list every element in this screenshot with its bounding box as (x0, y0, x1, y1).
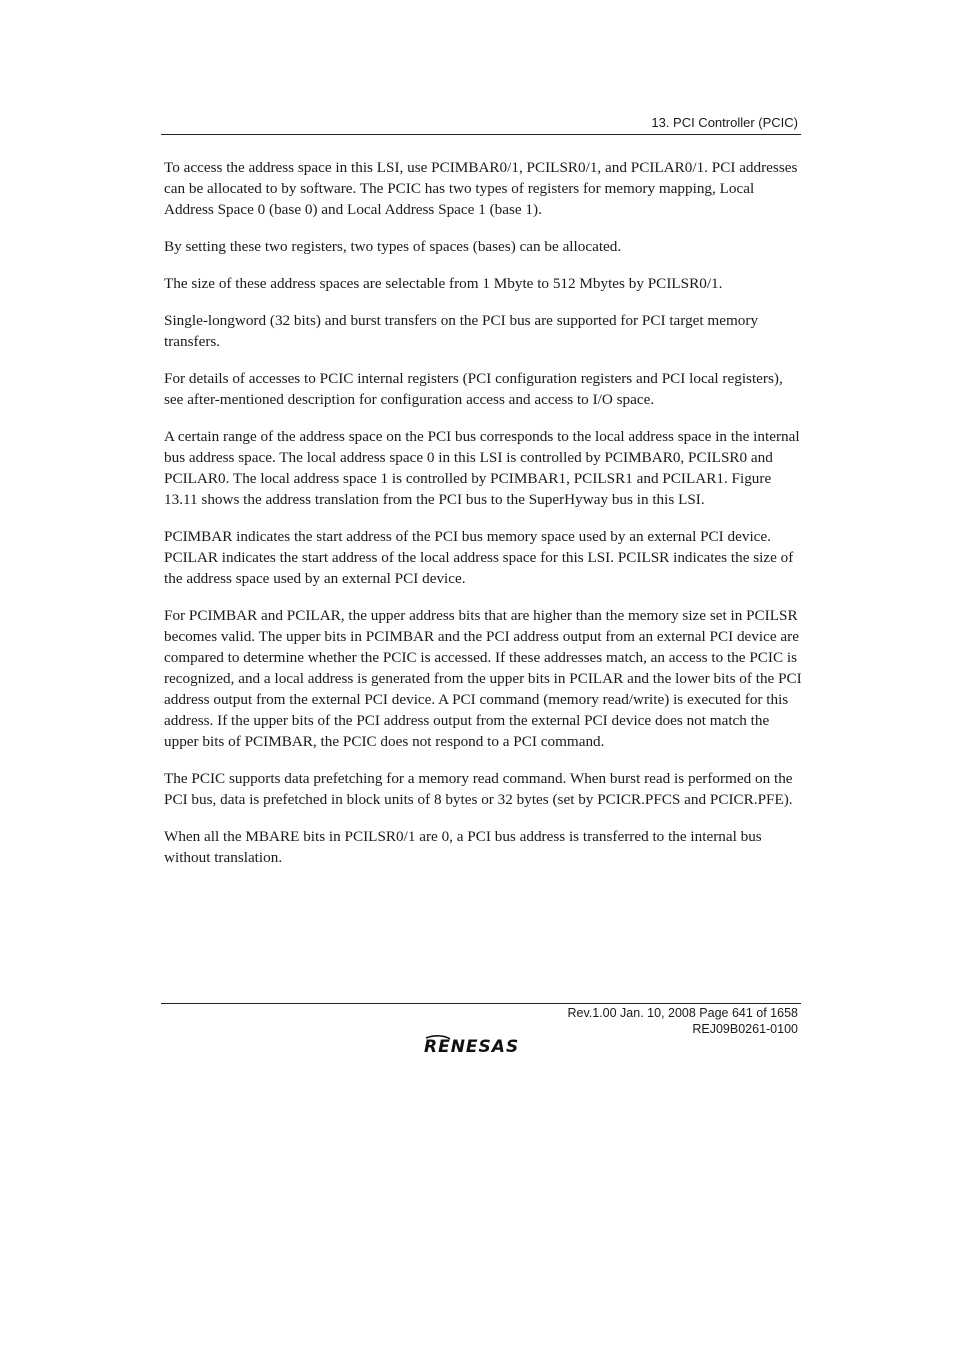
paragraph: A certain range of the address space on the PCI bus corresponds to the local address space in the internal bus address space. The local address space 0 in this LSI is controlled by PCIMBAR0, PCILSR0 and PCILAR0. The local address space 1 is controlled by PCIMBAR1, PCILSR1 and PCILAR1. Figure 13.11 shows the address translation from the PCI bus to the SuperHyway bus in this LSI. (164, 428, 800, 508)
header-divider (161, 134, 801, 135)
paragraph: The PCIC supports data prefetching for a memory read command. When burst read is performed on the PCI bus, data is prefetched in block units of 8 bytes or 32 bytes (set by PCICR.PFCS and PCICR.PFE). (164, 770, 793, 808)
paragraph: When all the MBARE bits in PCILSR0/1 are 0, a PCI bus address is transferred to the internal bus without translation. (164, 828, 762, 866)
paragraph: Single-longword (32 bits) and burst transfers on the PCI bus are supported for PCI target memory transfers. (164, 312, 759, 350)
paragraph: PCIMBAR indicates the start address of the PCI bus memory space used by an external PCI device. PCILAR indicates the start address of the local address space for this LSI. PCILSR indicates the size of the address space used by an external PCI device. (164, 528, 794, 587)
paragraph: The size of these address spaces are selectable from 1 Mbyte to 512 Mbytes by PCILSR0/1. (164, 275, 723, 292)
footer-info (567, 1005, 798, 1037)
logo-text: RENESAS (424, 1037, 520, 1055)
footer-divider (161, 1003, 801, 1004)
paragraph: For details of accesses to PCIC internal registers (PCI configuration registers and PCI local registers), see after-mentioned description for configuration access and access to I/O space. (164, 370, 783, 408)
body-text (164, 157, 804, 884)
revision-line: Rev.1.00 Jan. 10, 2008 Page 641 of 1658 (567, 1006, 798, 1020)
running-header: 13. PCI Controller (PCIC) (651, 115, 798, 130)
paragraph: By setting these two registers, two types of spaces (bases) can be allocated. (164, 238, 622, 255)
paragraph: For PCIMBAR and PCILAR, the upper address bits that are higher than the memory size set in PCILSR becomes valid. The upper bits in PCIMBAR and the PCI address output from an external PCI device are compared to determine whether the PCIC is accessed. If these addresses match, an access to the PCIC is recognized, and a local address is generated from the upper bits in PCILAR and the lower bits of the PCI address output from the external PCI device. A PCI command (memory read/write) is executed for this address. If the upper bits of the PCI address output from the external PCI device does not match the upper bits of PCIMBAR, the PCIC does not respond to a PCI command. (164, 607, 802, 750)
document-number: REJ09B0261-0100 (692, 1022, 798, 1036)
renesas-logo (422, 1033, 542, 1055)
paragraph: To access the address space in this LSI, use PCIMBAR0/1, PCILSR0/1, and PCILAR0/1. PCI addresses can be allocated to by software. The PCIC has two types of registers for memory mapping, Local Address Space 0 (base 0) and Local Address Space 1 (base 1). (164, 159, 798, 218)
